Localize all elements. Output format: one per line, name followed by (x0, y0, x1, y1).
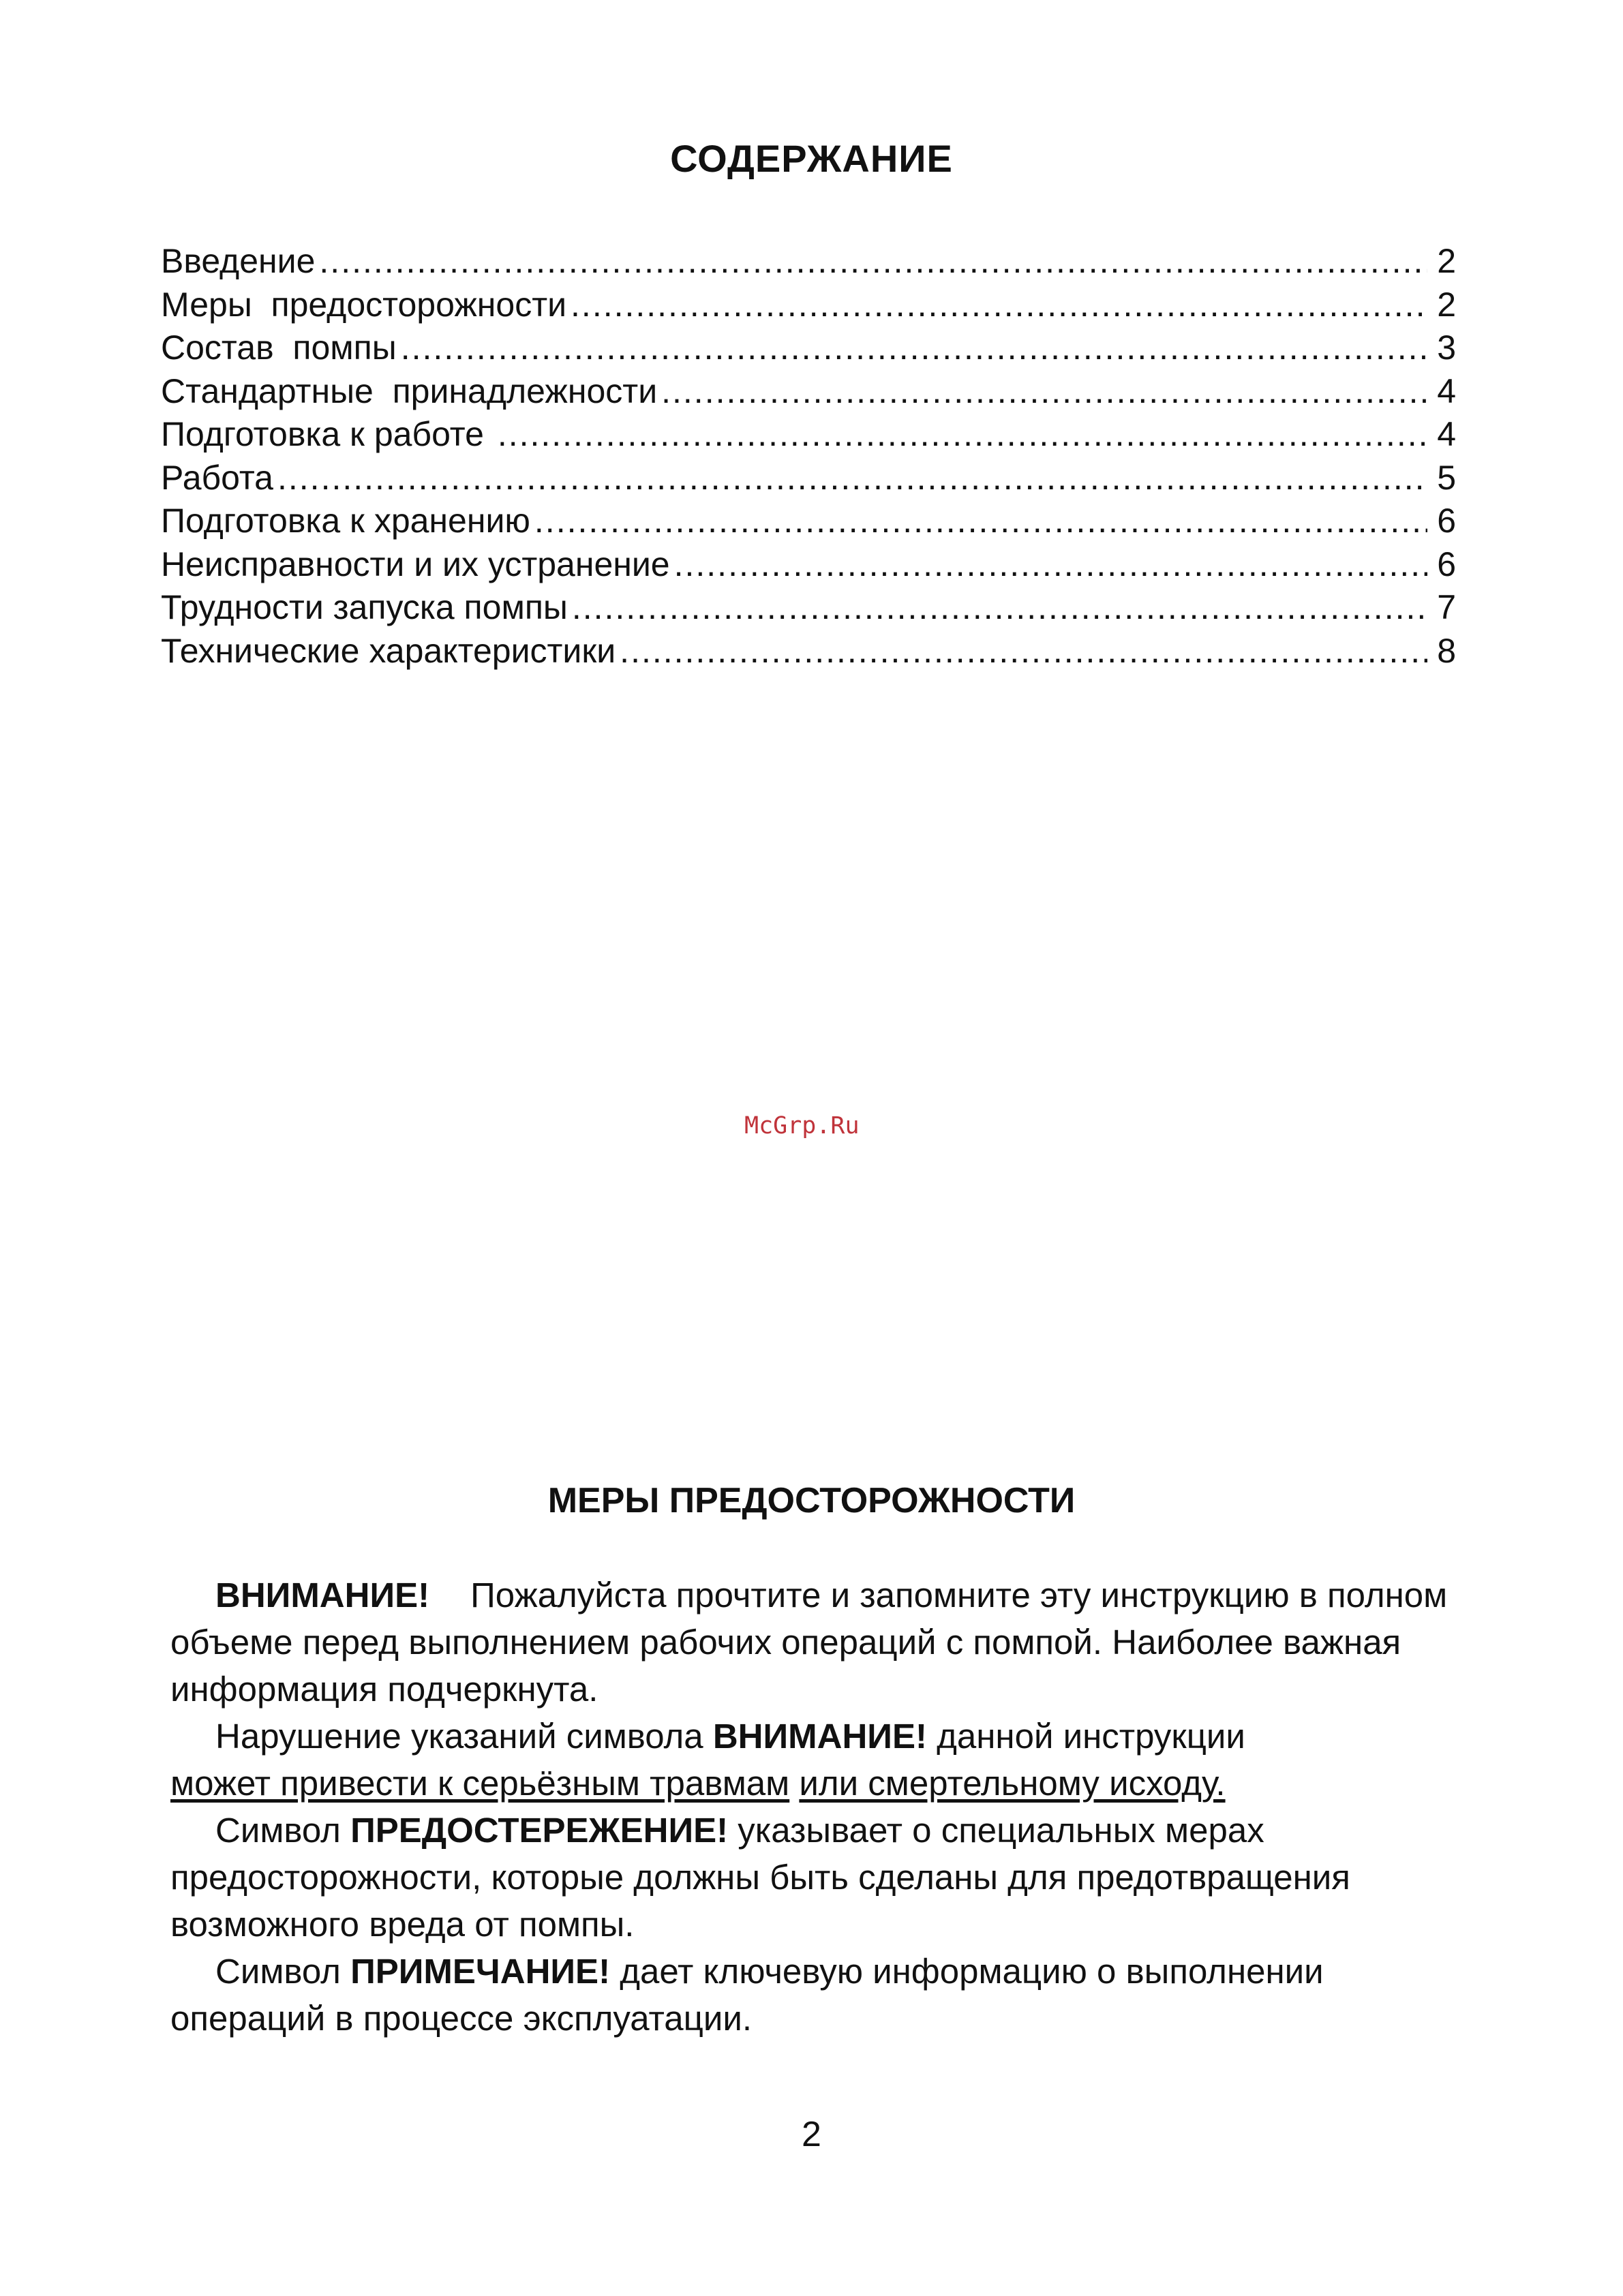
toc-leader-dots (571, 284, 1427, 327)
toc-entry (161, 370, 1456, 414)
toc-entry-label: Работа (161, 458, 273, 497)
toc-leader-dots (674, 543, 1427, 587)
toc-entry-page: 4 (1437, 371, 1456, 410)
page-number: 2 (802, 2115, 821, 2154)
paragraph-text: указывает о специальных мерах предосторожности, которые должны быть сделаны для предотвращения возможного вреда от помпы. (170, 1811, 1350, 1944)
toc-leader-dots (319, 240, 1427, 284)
toc-entry-page: 6 (1437, 545, 1456, 583)
paragraph-caution (170, 1807, 1452, 1948)
toc-leader-dots (620, 630, 1427, 673)
toc-entry-label: Подготовка к работе (161, 415, 494, 453)
toc-entry-label: Введение (161, 242, 316, 280)
caution-label: ПРЕДОСТЕРЕЖЕНИЕ! (350, 1811, 729, 1850)
paragraph-text: Пожалуйста прочтите и запомните эту инструкцию в полном объеме перед выполнением рабочих операций с помпой. Наиболее важная информация подчеркнута. (170, 1576, 1448, 1709)
toc-entry-page: 7 (1437, 588, 1456, 626)
paragraph-text: Нарушение указаний символа (215, 1717, 713, 1756)
toc-entry-label: Состав помпы (161, 328, 397, 367)
toc-entry-page: 5 (1437, 458, 1456, 497)
paragraph-note (170, 1948, 1452, 2042)
toc-entry-page: 4 (1437, 415, 1456, 453)
toc-entry-label: Стандартные принадлежности (161, 371, 658, 410)
toc-entry-page: 3 (1437, 328, 1456, 367)
toc-entry (161, 413, 1456, 457)
toc-leader-dots (277, 457, 1427, 500)
warning-label: ВНИМАНИЕ! (712, 1717, 927, 1756)
toc-entry (161, 284, 1456, 327)
paragraph-violation (170, 1713, 1452, 1807)
toc-entry-page: 8 (1437, 631, 1456, 670)
toc-leader-dots (572, 586, 1427, 630)
toc-entry (161, 500, 1456, 543)
paragraph-text: Символ (215, 1811, 351, 1850)
underlined-text: может привести к серьёзным травмам (170, 1764, 790, 1803)
toc-entry (161, 543, 1456, 587)
paragraph-text: дает ключевую информацию о выполнении операций в процессе эксплуатации. (170, 1952, 1324, 2038)
toc-entry-page: 2 (1437, 242, 1456, 280)
toc-leader-dots (661, 370, 1427, 414)
toc-leader-dots (534, 500, 1427, 543)
toc-entry-label: Трудности запуска помпы (161, 588, 568, 626)
toc-entry-label: Подготовка к хранению (161, 502, 530, 540)
toc-entry (161, 630, 1456, 673)
toc-entry-label: Неисправности и их устранение (161, 545, 670, 583)
paragraph-text: Символ (215, 1952, 351, 1991)
toc-title: СОДЕРЖАНИЕ (670, 137, 953, 180)
toc-entry-page: 6 (1437, 502, 1456, 540)
watermark: McGrp.Ru (744, 1112, 860, 1139)
toc-entry-label: Меры предосторожности (161, 285, 567, 324)
toc-entry (161, 326, 1456, 370)
warning-label: ВНИМАНИЕ! (215, 1576, 430, 1614)
paragraph-text: данной инструкции (926, 1717, 1245, 1756)
toc-entry (161, 457, 1456, 500)
safety-section-body (170, 1572, 1452, 2042)
toc-leader-dots (401, 326, 1427, 370)
toc-leader-dots (498, 413, 1427, 457)
underlined-text: или смертельному исходу. (799, 1764, 1226, 1803)
toc-entry (161, 586, 1456, 630)
toc-list (161, 240, 1456, 673)
toc-entry-page: 2 (1437, 285, 1456, 324)
note-label: ПРИМЕЧАНИЕ! (350, 1952, 611, 1991)
paragraph-warning (170, 1572, 1452, 1713)
safety-section-title: МЕРЫ ПРЕДОСТОРОЖНОСТИ (547, 1481, 1076, 1520)
toc-entry-label: Технические характеристики (161, 631, 616, 670)
toc-entry (161, 240, 1456, 284)
